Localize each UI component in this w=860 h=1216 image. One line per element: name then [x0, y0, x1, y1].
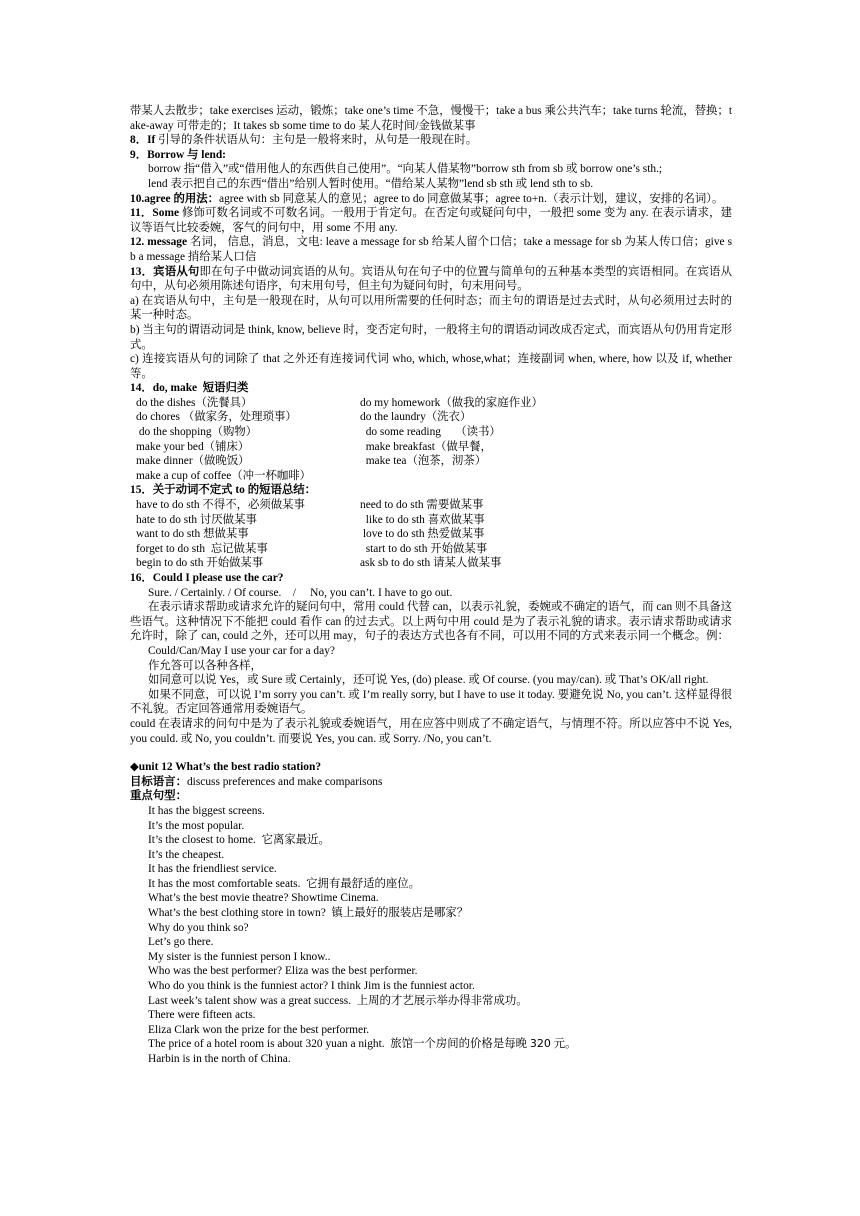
- phrase-left: begin to do sth 开始做某事: [136, 557, 264, 570]
- heading-16: 16．Could I please use the car?: [130, 572, 284, 584]
- text-8: 引导的条件状语从句：主句是一般将来时，从句是一般现在时。: [155, 134, 478, 147]
- key-sentences-list: [130, 804, 732, 1067]
- text-13b: b) 当主句的谓语动词是 think, know, believe 时，变否定句时，一般将主句的谓语动词改成否定式，而宾语从句仍用肯定形式。: [130, 323, 732, 351]
- list-item: It has the friendliest service.: [148, 863, 277, 876]
- text-16e: 如同意可以说 Yes，或 Sure 或 Certainly，还可说 Yes, (do) please. 或 Of course. (you may/can). 或 That’s OK/all right.: [148, 674, 709, 687]
- list-item: Why do you think so?: [148, 921, 249, 934]
- phrase-left: hate to do sth 讨厌做某事: [136, 513, 257, 526]
- phrase-left: do the shopping（购物）: [136, 426, 258, 439]
- phrase-left: want to do sth 想做某事: [136, 528, 249, 541]
- table-row: [130, 498, 732, 513]
- text-16c: Could/Can/May I use your car for a day?: [148, 644, 335, 657]
- section-11: [130, 206, 732, 235]
- table-row: [130, 410, 732, 425]
- text-16g: could 在表请求的问句中是为了表示礼貌或委婉语气，用在应答中则成了不确定语气，与情理不符。所以应答中不说 Yes, you could. 或 No, you couldn’t. 而要说 Yes, you can. 或 Sorry. /No, you can’t.: [130, 717, 732, 745]
- phrase-left: make dinner（做晚饭）: [136, 455, 250, 468]
- list-item: It has the most comfortable seats. 它拥有最舒适的座位。: [148, 877, 421, 890]
- list-item: Who do you think is the funniest actor? I think Jim is the funniest actor.: [148, 980, 475, 993]
- text-16d: 作允答可以各种各样，: [148, 659, 262, 672]
- phrase-right: start to do sth 开始做某事: [360, 542, 488, 555]
- list-item: There were fifteen acts.: [148, 1009, 256, 1022]
- table-row: [130, 542, 732, 557]
- list-item: [130, 1037, 732, 1052]
- goal-text: discuss preferences and make comparisons: [186, 775, 383, 788]
- text-16a: Sure. / Certainly. / Of course. / No, you can’t. I have to go out.: [148, 586, 453, 599]
- goal-line: [130, 775, 732, 790]
- text-11: 修饰可数名词或不可数名词。一般用于肯定句。在否定句或疑问句中，一般把 some 变为 any. 在表示请求，建议等语气比较委婉，客气的问句中，用 some 不用 any.: [130, 207, 732, 234]
- phrase-left: forget to do sth 忘记做某事: [136, 542, 268, 555]
- text-12: 名词， 信息，消息，文电: leave a message for sb 给某人留个口信；take a message for sb 为某人传口信；give sb a message 捎给某人口信: [130, 236, 732, 263]
- table-row: [130, 556, 732, 571]
- table-15: [130, 498, 732, 571]
- table-row: [130, 396, 732, 411]
- list-item: Who was the best performer? Eliza was the best performer.: [148, 965, 418, 978]
- heading-10: 10.agree 的用法：: [130, 192, 220, 205]
- table-row: [130, 454, 732, 469]
- heading-15: 15．关于动词不定式 to 的短语总结：: [130, 484, 317, 497]
- table-row: [130, 425, 732, 440]
- phrase-right: need to do sth 需要做某事: [360, 499, 484, 512]
- phrase-right: ask sb to do sth 请某人做某事: [360, 557, 502, 570]
- text-9b: lend 表示把自己的东西“借出”给别人暂时使用。“借给某人某物”lend sb sth 或 lend sth to sb.: [148, 177, 594, 190]
- phrase-right: do my homework（做我的家庭作业）: [360, 396, 543, 409]
- heading-8: 8．If: [130, 134, 156, 147]
- section-10: [130, 192, 732, 207]
- heading-12: 12. message: [130, 236, 188, 249]
- phrase-right: like to do sth 喜欢做某事: [360, 513, 485, 526]
- unit-heading: ◆unit 12 What’s the best radio station?: [130, 761, 322, 774]
- table-row: [130, 440, 732, 455]
- table-row: [130, 513, 732, 528]
- heading-11: 11．Some: [130, 207, 179, 220]
- phrase-right: do the laundry（洗衣）: [360, 411, 472, 424]
- list-item: Last week’s talent show was a great success. 上周的才艺展示举办得非常成功。: [148, 994, 528, 1007]
- list-item: My sister is the funniest person I know..: [148, 950, 331, 963]
- phrase-right: love to do sth 热爱做某事: [360, 528, 485, 541]
- text-13a: a) 在宾语从句中，主句是一般现在时，从句可以用所需要的任何时态；而主句的谓语是过去式时，从句必须用过去时的某一种时态。: [130, 294, 732, 322]
- list-item: What’s the best movie theatre? Showtime Cinema.: [148, 892, 379, 905]
- text-16b: 在表示请求帮助或请求允许的疑问句中，常用 could 代替 can，以表示礼貌，委婉或不确定的语气，而 can 则不具备这些语气。这种情况下不能把 could 看作 can 的过去式。以上两句中用 could 是为了表示礼貌的请求。表示请求帮助或请求允许时，除了 can, could 之外，还可以用 may，句子的表达方式也各有不同，可以用不同的方式来表示同一个概念。例：: [130, 601, 732, 643]
- price-text: The price of a hotel room is about 320 yuan a night. 旅馆一个房间的价格是每晚: [148, 1038, 530, 1051]
- key-sentences-label: 重点句型：: [130, 790, 187, 803]
- document-page: [130, 104, 732, 1067]
- phrase-right: do some reading （读书）: [360, 426, 501, 439]
- section-13: [130, 265, 732, 294]
- list-item: It has the biggest screens.: [148, 804, 265, 817]
- price-number: 320: [529, 1037, 551, 1051]
- phrase-left: do the dishes（洗餐具）: [136, 396, 253, 409]
- heading-14: 14．do, make 短语归类: [130, 382, 249, 395]
- table-row: [130, 469, 732, 484]
- table-row: [130, 527, 732, 542]
- paragraph-take-phrases: 带某人去散步；take exercises 运动，锻炼；take one’s time 不急，慢慢干；take a bus 乘公共汽车；take turns 轮流，替换；take-away 可带走的；It takes sb some time to do 某人花时间/金钱做某事: [130, 105, 732, 132]
- text-16f: 如果不同意，可以说 I’m sorry you can’t. 或 I’m really sorry, but I have to use it today. 要避免说 No, you can’t. 这样显得很不礼貌。否定回答通常用委婉语气。: [130, 688, 732, 716]
- section-12: [130, 235, 732, 264]
- phrase-right: make breakfast（做早餐，: [360, 440, 492, 453]
- phrase-left: make a cup of coffee（冲一杯咖啡）: [136, 469, 312, 482]
- goal-label: 目标语言：: [130, 775, 187, 788]
- phrase-left: do chores （做家务，处理琐事）: [136, 411, 297, 424]
- table-14: [130, 396, 732, 484]
- list-item: It’s the closest to home. 它离家最近。: [148, 834, 330, 847]
- section-8: [130, 133, 732, 148]
- heading-9: 9．Borrow 与 lend:: [130, 148, 226, 161]
- list-item: It’s the cheapest.: [148, 848, 225, 861]
- phrase-right: [360, 469, 732, 484]
- spacer: [130, 746, 732, 760]
- text-10: agree with sb 同意某人的意见；agree to do 同意做某事；agree to+n.（表示计划，建议，安排的名词）。: [219, 192, 724, 205]
- phrase-left: have to do sth 不得不，必须做某事: [136, 499, 305, 512]
- text-13: 即在句子中做动词宾语的从句。宾语从句在句子中的位置与简单句的五种基本类型的宾语相同。在宾语从句中，从句必须用陈述句语序，句末用句号，但主句为疑问句时，句末用问号。: [130, 265, 732, 293]
- text-13c: c) 连接宾语从句的词除了 that 之外还有连接词代词 who, which, whose,what；连接副词 when, where, how 以及 if, whether 等。: [130, 353, 732, 380]
- price-unit: 元。: [550, 1038, 577, 1051]
- text-9a: borrow 指“借入”或“借用他人的东西供自己使用”。“向某人借某物”borrow sth from sb 或 borrow one’s sth.;: [148, 163, 663, 176]
- list-item: It’s the most popular.: [148, 819, 245, 832]
- list-item: Eliza Clark won the prize for the best performer.: [148, 1023, 370, 1036]
- list-item: Harbin is in the north of China.: [148, 1053, 291, 1065]
- heading-13: 13．宾语从句: [130, 265, 200, 278]
- list-item: What’s the best clothing store in town? 镇上最好的服装店是哪家？: [148, 907, 469, 920]
- phrase-right: make tea（泡茶，沏茶）: [360, 455, 487, 468]
- phrase-left: make your bed（铺床）: [136, 440, 250, 453]
- list-item: Let’s go there.: [148, 936, 214, 949]
